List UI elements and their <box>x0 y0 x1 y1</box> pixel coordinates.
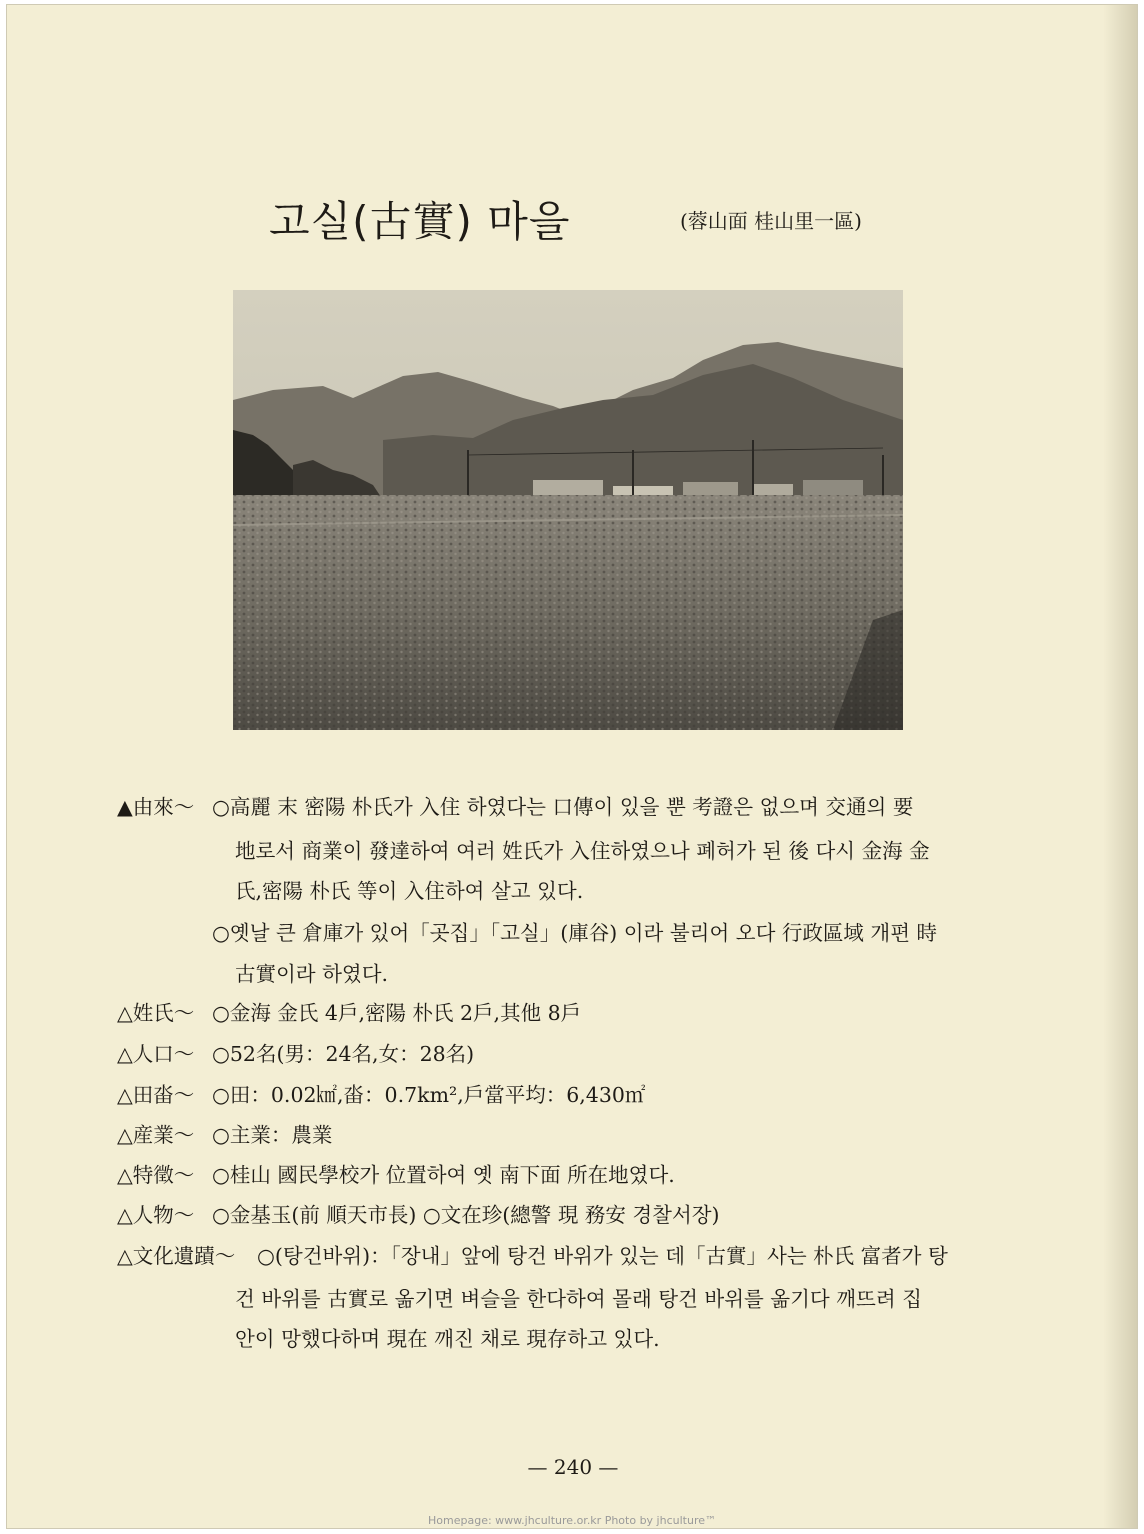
entry-origin-line-3: 氏,密陽 朴氏 等이 入住하여 살고 있다. <box>235 879 584 903</box>
page-number: — 240 — <box>527 1455 619 1479</box>
entry-label-surname: △姓氏～ <box>117 1001 195 1025</box>
entry-industry-line: ○主業：農業 <box>212 1123 333 1147</box>
entry-label-origin: ▲由來～ <box>117 795 195 819</box>
scanned-page <box>6 4 1138 1529</box>
landscape-photo-icon <box>233 290 903 730</box>
entry-label-heritage: △文化遺蹟～ <box>117 1244 236 1268</box>
page-title: 고실(古實) 마을 <box>269 197 571 246</box>
entry-label-industry: △産業～ <box>117 1123 195 1147</box>
entry-label-feature: △特徵～ <box>117 1163 195 1187</box>
entry-heritage-line-1: ○(탕건바위)：「장내」앞에 탕건 바위가 있는 데「古實」사는 朴氏 富者가 탕 <box>257 1244 948 1268</box>
entry-population-line: ○52名(男：24名,女：28名) <box>212 1042 475 1066</box>
page-subtitle: (蓉山面 桂山里一區) <box>680 209 862 233</box>
entry-label-population: △人口～ <box>117 1042 195 1066</box>
entry-origin-line-4: ○옛날 큰 倉庫가 있어「곳집」「고실」(庫谷) 이라 불리어 오다 行政區域 개편 時 <box>212 921 938 945</box>
page-spine-shadow <box>1103 5 1137 1528</box>
entry-label-farmland: △田畓～ <box>117 1083 195 1107</box>
footer-credit: Homepage: www.jhculture.or.kr Photo by jhculture™ <box>428 1514 716 1527</box>
entry-surname-line: ○金海 金氏 4戶,密陽 朴氏 2戶,其他 8戶 <box>212 1001 582 1025</box>
entry-feature-line: ○桂山 國民學校가 位置하여 옛 南下面 所在地였다. <box>212 1163 675 1187</box>
entry-origin-line-2: 地로서 商業이 發達하여 여러 姓氏가 入住하였으나 폐허가 된 後 다시 金海 金 <box>235 839 930 863</box>
entry-farmland-line: ○田：0.02㎢,畓：0.7km²,戶當平均：6,430㎡ <box>212 1083 646 1107</box>
entry-label-people: △人物～ <box>117 1203 195 1227</box>
entry-origin-line-1: ○高麗 末 密陽 朴氏가 入住 하였다는 口傳이 있을 뿐 考證은 없으며 交通의 要 <box>212 795 914 819</box>
entry-heritage-line-3: 안이 망했다하며 現在 깨진 채로 現存하고 있다. <box>235 1327 660 1351</box>
entry-origin-line-5: 古實이라 하였다. <box>235 962 389 986</box>
entry-heritage-line-2: 건 바위를 古實로 옮기면 벼슬을 한다하여 몰래 탕건 바위를 옮기다 깨뜨려 집 <box>235 1287 922 1311</box>
entry-people-line: ○金基玉(前 順天市長) ○文在珍(總警 現 務安 경찰서장) <box>212 1203 720 1227</box>
